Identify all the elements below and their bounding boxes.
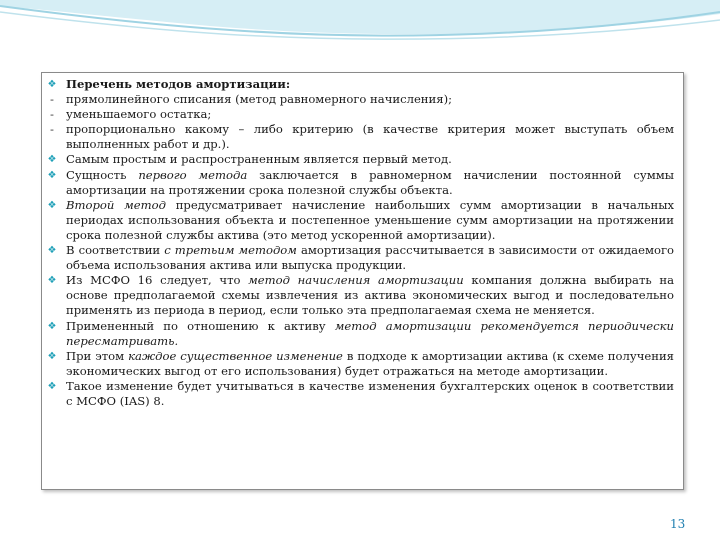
list-item-text: метод амортизации рекомендуется периодически пересматривать. (66, 318, 674, 348)
bullet-icon: ❖ (47, 154, 57, 166)
list-item-text: В соответствии (66, 243, 165, 258)
bullet-icon: ❖ (47, 79, 57, 90)
list-item (47, 378, 674, 409)
list-item (47, 318, 674, 349)
dash-marker: - (50, 93, 54, 107)
bullet-icon: ❖ (47, 169, 57, 181)
list-item-text: в подходе к амортизации актива (к схеме получения экономических выгод от его использования) будет отражаться на методе амортизации. (66, 348, 674, 378)
list-item-text: заключается в равномерном начислении постоянной суммы амортизации на протяжении срока полезной службы объекта. (66, 167, 674, 197)
list-item-text: метод начисления амортизации (248, 273, 464, 288)
list-item-text: Перечень методов амортизации: (66, 77, 291, 91)
list-item (50, 92, 674, 107)
bullet-icon: ❖ (47, 350, 57, 362)
list-item (50, 122, 674, 152)
dash-marker: - (50, 108, 54, 122)
content-box (41, 72, 684, 490)
list-item-text: Второй метод (66, 197, 166, 212)
list-item-text: прямолинейного списания (метод равномерного начисления); (66, 92, 453, 107)
list-item-text: При этом (66, 348, 129, 363)
list-item-text: с третьим методом (164, 243, 297, 258)
page-number: 13 (670, 517, 686, 531)
list-item-text: компания должна выбирать на основе предполагаемой схемы извлечения из актива экономических выгод и последовательно применять из периода в период, если только эта предполагаемая схема не меняется. (66, 273, 674, 318)
list-item (50, 107, 674, 122)
bullet-icon: ❖ (47, 275, 57, 287)
list-item-text: уменьшаемого остатка; (66, 107, 212, 122)
decorative-swoosh (0, 0, 720, 70)
list-item-text: Самым простым и распространенным является первый метод. (66, 152, 452, 167)
list-item-text: пропорционально какому – либо критерию (в качестве критерия может выступать объем выполненных работ и др.). (66, 122, 674, 152)
dash-marker: - (50, 123, 54, 137)
list-item (47, 77, 674, 92)
list-item-text: предусматривает начисление наибольших сумм амортизации в начальных периодах использования объекта и постепенное уменьшение сумм амортизации на протяжении срока полезной службы актива (это метод ускоренной амортизации). (66, 197, 675, 242)
list-item (47, 273, 674, 318)
list-item (47, 197, 675, 243)
bullet-icon: ❖ (47, 245, 57, 257)
list-item-text: амортизация рассчитывается в зависимости от ожидаемого объема использования актива или выпуска продукции. (66, 243, 674, 273)
bullet-icon: ❖ (47, 380, 57, 392)
methods-list (47, 77, 675, 409)
list-item-text: Примененный по отношению к активу (66, 318, 335, 333)
bullet-icon: ❖ (47, 199, 57, 211)
list-item (47, 167, 674, 198)
list-item-text: Такое изменение будет учитываться в качестве изменения бухгалтерских оценок в соответствии с МСФО (IAS) 8. (66, 378, 674, 408)
list-item (47, 152, 674, 167)
list-item-text: Сущность (66, 167, 139, 182)
list-item-text: каждое существенное изменение (128, 348, 343, 363)
bullet-icon: ❖ (47, 320, 57, 332)
list-item (47, 348, 674, 379)
list-item-text: Из МСФО 16 следует, что (66, 273, 249, 288)
list-item-text: первого метода (138, 167, 248, 182)
list-item (47, 243, 674, 273)
